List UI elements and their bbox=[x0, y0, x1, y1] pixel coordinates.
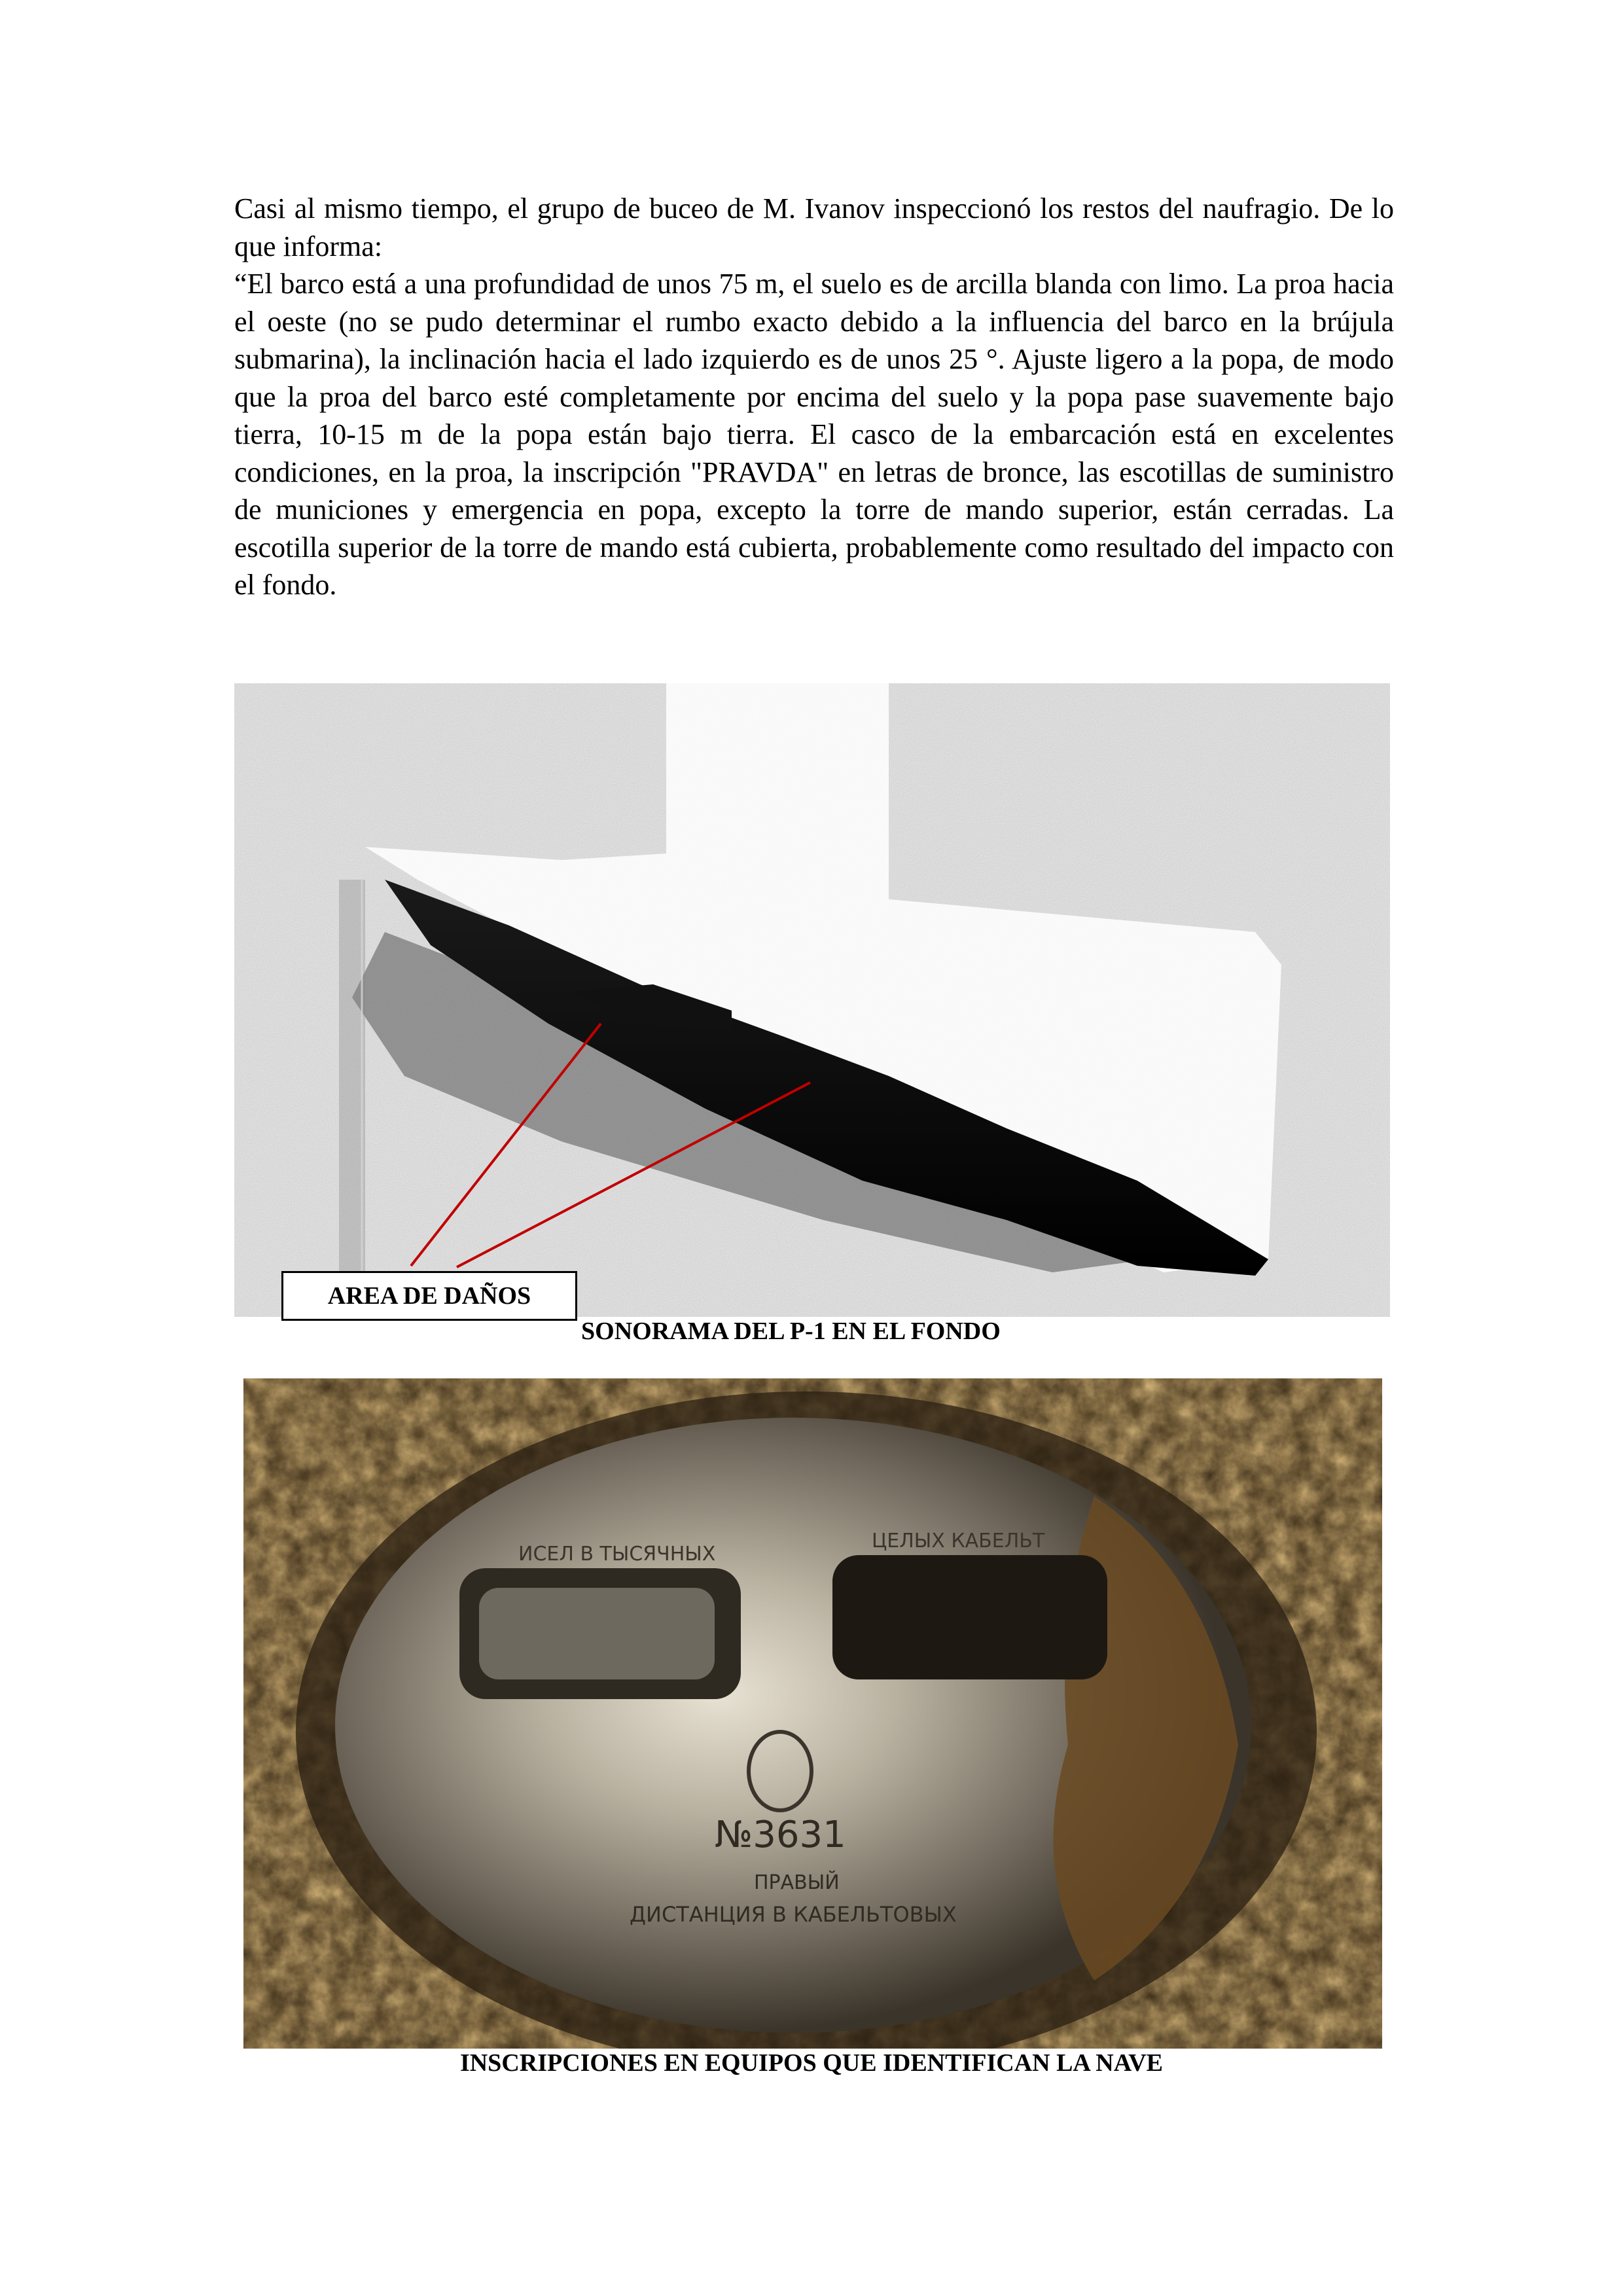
paragraph-quote: “El barco está a una profundidad de unos 75 m, el suelo es de arcilla blanda con limo. La proa hacia el oeste (no se pudo determinar el rumbo exacto debido a la influencia del barco en la brújula submarina), la inclinación hacia el lado izquierdo es de unos 25 °. Ajuste ligero a la popa, de modo que la proa del barco esté completamente por encima del suelo y la popa pase suavemente bajo tierra, 10-15 m de la popa están bajo tierra. El casco de la embarcación está en excelentes condiciones, en la proa, la inscripción "PRAVDA" en letras de bronce, las escotillas de suministro de municiones y emergencia en popa, excepto la torre de mando superior, están cerradas. La escotilla superior de la torre de mando está cubierta, probablemente como resultado del impacto con el fondo. bbox=[234, 268, 1394, 601]
inscription-top-left: ИСЕЛ В ТЫСЯЧНЫХ bbox=[518, 1543, 716, 1566]
inscription-side: ПРАВЫЙ bbox=[754, 1871, 840, 1894]
inscription-top-right: ЦЕЛЫХ КАБЕЛЬТ bbox=[872, 1530, 1045, 1552]
equipment-photo bbox=[243, 1378, 1382, 2049]
paragraph-intro: Casi al mismo tiempo, el grupo de buceo de M. Ivanov inspeccionó los restos del naufragio. De lo que informa: bbox=[234, 192, 1394, 262]
sonar-caption: SONORAMA DEL P-1 EN EL FONDO bbox=[581, 1318, 1001, 1345]
inscription-bottom: ДИСТАНЦИЯ В КАБЕЛЬТОВЫХ bbox=[630, 1902, 957, 1927]
inscription-number: №3631 bbox=[715, 1814, 846, 1856]
sonar-image bbox=[234, 683, 1390, 1317]
damage-area-label: AREA DE DAÑOS bbox=[281, 1271, 577, 1321]
photo-caption: INSCRIPCIONES EN EQUIPOS QUE IDENTIFICAN LA NAVE bbox=[459, 2049, 1164, 2077]
body-paragraph bbox=[234, 190, 1394, 604]
